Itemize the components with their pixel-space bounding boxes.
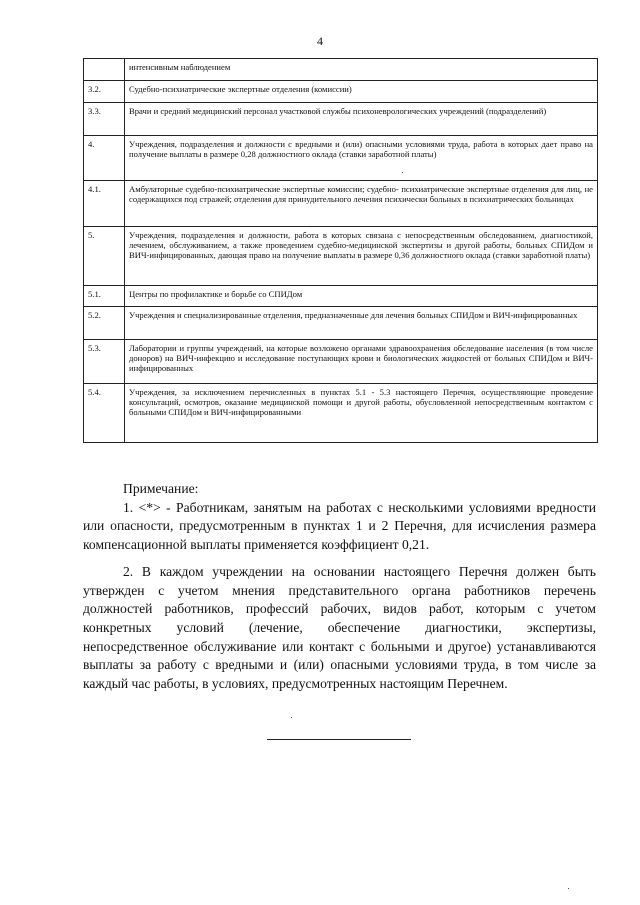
row-number: 5.3. [84, 340, 125, 384]
row-text: Врачи и средний медицинский персонал участковой службы психоневрологических учреждений (подразделений) [125, 103, 598, 136]
row-text: Учреждения и специализированные отделения, предназначенные для лечения больных СПИДом и ВИЧ-инфицированных [125, 307, 598, 340]
row-text: Учреждения, за исключением перечисленных в пунктах 5.1 - 5.3 настоящего Перечня, осуществляющие проведение консультаций, осмотров, оказание медицинской помощи и другой работы, обусловленной непосредственным контактом с больными СПИДом и ВИЧ-инфицированными [125, 384, 598, 443]
table-row [84, 59, 598, 81]
positions-table [83, 58, 598, 443]
scan-speck [568, 888, 569, 889]
row-number: 4.1. [84, 181, 125, 227]
scan-speck [402, 172, 403, 173]
row-number: 5.1. [84, 286, 125, 307]
notes-section [83, 480, 596, 694]
row-text: Судебно-психиатрические экспертные отделения (комиссии) [125, 81, 598, 103]
table-row [84, 227, 598, 286]
row-text: Амбулаторные судебно-психиатрические экспертные комиссии; судебно- психиатрические экспертные отделения для лиц, не содержащихся под стражей; отделения для принудительного лечения психически больных в психиатрических больницах [125, 181, 598, 227]
row-number [84, 59, 125, 81]
table-row [84, 384, 598, 443]
row-text: Лаборатории и группы учреждений, на которые возложено органами здравоохранения обследование населения (в том числе доноров) на ВИЧ-инфекцию и исследование поступающих крови и биологических жидкостей от больных СПИДом и ВИЧ-инфицированных [125, 340, 598, 384]
note-title: Примечание: [123, 481, 199, 496]
row-number: 3.3. [84, 103, 125, 136]
table-row [84, 307, 598, 340]
page-number: 4 [317, 34, 323, 48]
row-number: 5. [84, 227, 125, 286]
table-row [84, 181, 598, 227]
row-text: Учреждения, подразделения и должности с вредными и (или) опасными условиями труда, работа в которых дает право на получение выплаты в размере 0,28 должностного оклада (ставки заработной платы) [125, 136, 598, 181]
table-row [84, 81, 598, 103]
note-paragraph-1: 1. <*> - Работникам, занятым на работах с несколькими условиями вредности или опасности, предусмотренным в пунктах 1 и 2 Перечня, для исчисления размера компенсационной выплаты применяется коэффициент 0,21. [83, 499, 596, 553]
row-text: Учреждения, подразделения и должности, работа в которых связана с непосредственным обследованием, диагностикой, лечением, обслуживанием, а также проведением судебно-медицинской экспертизы и другой работы, больных СПИДом и ВИЧ-инфицированных, дающая право на получение выплаты в размере 0,36 должностного оклада (ставки заработной платы) [125, 227, 598, 286]
row-text: Центры по профилактике и борьбе со СПИДом [125, 286, 598, 307]
table-row [84, 286, 598, 307]
row-number: 5.4. [84, 384, 125, 443]
row-text: интенсивным наблюдением [125, 59, 598, 81]
table-row [84, 340, 598, 384]
row-number: 4. [84, 136, 125, 181]
signature-line [267, 739, 411, 740]
table-row [84, 136, 598, 181]
note-paragraph-2: 2. В каждом учреждении на основании настоящего Перечня должен быть утвержден с учетом мнения представительного органа работников перечень должностей работников, профессий рабочих, видов работ, которым с учетом конкретных условий (лечение, обеспечение диагностики, экспертизы, непосредственное обслуживание или контакт с больными и другое) устанавливаются выплаты за работу с вредными и (или) опасными условиями труда, в том числе за каждый час работы, в условиях, предусмотренных настоящим Перечнем. [83, 563, 596, 692]
row-number: 3.2. [84, 81, 125, 103]
scan-speck [291, 717, 292, 718]
table-row [84, 103, 598, 136]
row-number: 5.2. [84, 307, 125, 340]
